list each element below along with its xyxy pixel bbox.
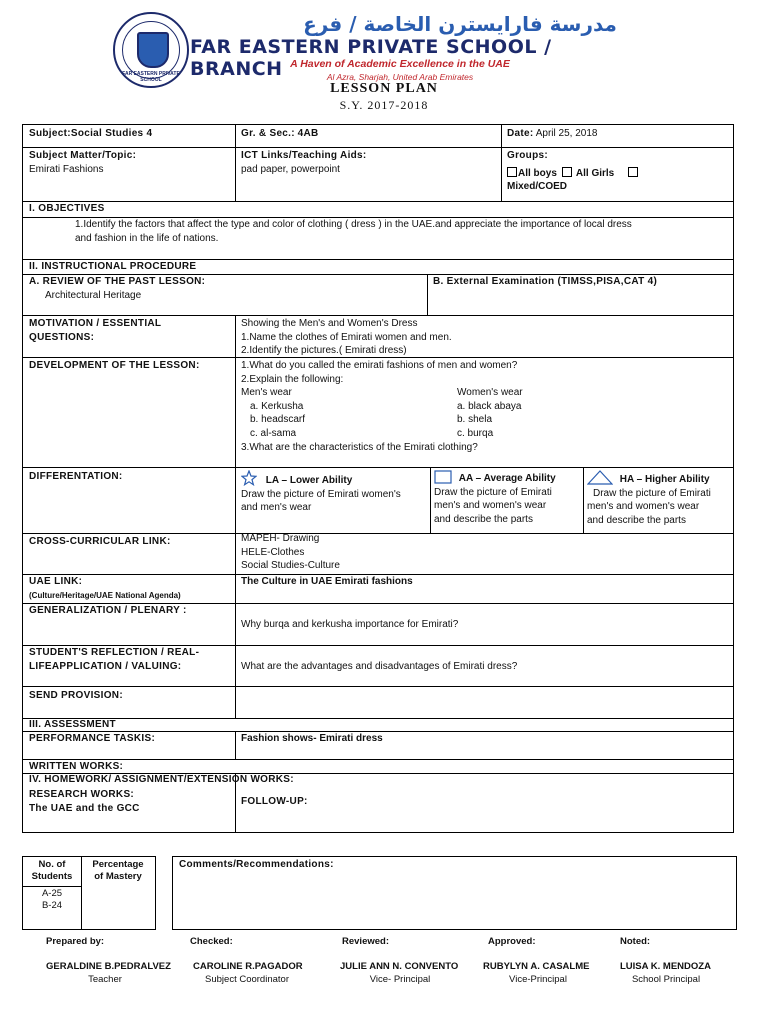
ha-text: and describe the parts <box>587 514 686 526</box>
teacher-role: Teacher <box>88 974 122 985</box>
homework-heading: IV. HOMEWORK/ ASSIGNMENT/EXTENSION WORKS: <box>29 774 294 785</box>
school-name-arabic: مدرسة فارايسترن الخاصة / فرع <box>303 12 617 36</box>
procedure-heading: II. INSTRUCTIONAL PROCEDURE <box>29 261 197 272</box>
research-value: The UAE and the GCC <box>29 802 140 814</box>
school-logo <box>113 12 189 88</box>
performance-value: Fashion shows- Emirati dress <box>241 733 383 744</box>
aa-text: men's and women's wear <box>434 500 547 511</box>
star-icon <box>241 470 257 486</box>
mastery-col-header: Students <box>31 871 73 882</box>
aa-text: and describe the parts <box>434 513 533 525</box>
comments-box <box>172 856 737 930</box>
grade-value: 4AB <box>297 128 319 139</box>
development-question-3: 3.What are the characteristics of the Emirati clothing? <box>241 442 478 453</box>
mastery-row: B-24 <box>41 900 63 911</box>
all-girls-label: All Girls <box>575 167 615 179</box>
uae-link-label: UAE LINK: <box>29 576 83 587</box>
comments-label: Comments/Recommendations: <box>179 859 334 870</box>
generalization-value: Why burqa and kerkusha importance for Emirati? <box>241 619 459 630</box>
school-tagline: A Haven of Academic Excellence in the UAE <box>290 58 510 70</box>
groups-label: Groups: <box>507 150 548 161</box>
vice-principal-role: Vice- Principal <box>369 974 431 985</box>
development-question-1: 1.What do you called the emirati fashions of men and women? <box>241 360 518 371</box>
mastery-col-header: No. of <box>38 859 66 870</box>
external-exam-label: B. External Examination (TIMSS,PISA,CAT 4) <box>433 276 658 287</box>
all-boys-label: All boys <box>518 167 557 179</box>
school-address: Al Azra, Sharjah, United Arab Emirates <box>326 72 474 82</box>
review-label: A. REVIEW OF THE PAST LESSON: <box>29 276 206 287</box>
motivation-label: MOTIVATION / ESSENTIAL <box>29 318 162 329</box>
approved-heading: Approved: <box>488 936 536 947</box>
reviewed-heading: Reviewed: <box>342 936 389 947</box>
cross-curricular-item: Social Studies-Culture <box>241 560 340 571</box>
follow-up-label: FOLLOW-UP: <box>241 796 308 807</box>
coordinator-name: CAROLINE R.PAGADOR <box>193 961 303 972</box>
womens-wear-item: a. black abaya <box>457 400 522 412</box>
mixed-label: Mixed/COED <box>507 181 568 192</box>
review-value: Architectural Heritage <box>45 289 142 301</box>
vice-principal-name: JULIE ANN N. CONVENTO <box>340 961 459 972</box>
document-title: LESSON PLAN <box>330 81 438 96</box>
date-label: Date: <box>507 128 534 139</box>
lesson-plan-table <box>22 124 734 833</box>
aa-label: AA – Average Ability <box>458 473 556 484</box>
principal-name: LUISA K. MENDOZA <box>620 961 711 972</box>
generalization-label: GENERALIZATION / PLENARY : <box>29 605 187 616</box>
ha-label: HA – Higher Ability <box>619 474 710 485</box>
uae-link-value: The Culture in UAE Emirati fashions <box>241 576 413 587</box>
mastery-col-header: of Mastery <box>94 871 142 882</box>
mixed-checkbox[interactable] <box>628 167 638 177</box>
grade-label: Gr. & Sec.: <box>241 128 295 139</box>
subject-label: Subject: <box>29 128 71 139</box>
coordinator-role: Subject Coordinator <box>205 974 289 985</box>
objective-line-1: 1.Identify the factors that affect the type and color of clothing ( dress ) in the UAE.and appreciate the importance of local dress <box>75 219 632 230</box>
la-text: Draw the picture of Emirati women's <box>241 488 401 500</box>
la-text: and men's wear <box>241 502 312 513</box>
subject-value: Social Studies 4 <box>70 128 153 139</box>
mastery-row: A-25 <box>41 888 63 899</box>
womens-wear-item: b. shela <box>457 414 493 425</box>
noted-heading: Noted: <box>620 936 651 947</box>
performance-label: PERFORMANCE TASKIS: <box>29 733 156 744</box>
la-label: LA – Lower Ability <box>265 475 353 486</box>
motivation-label-2: QUESTIONS: <box>29 331 95 343</box>
topic-label: Subject Matter/Topic: <box>29 150 137 161</box>
all-boys-checkbox[interactable] <box>507 167 517 177</box>
research-label: RESEARCH WORKS: <box>29 789 135 800</box>
principal-role: School Principal <box>631 974 701 985</box>
seal-text: FAR EASTERN PRIVATE SCHOOL <box>122 71 180 83</box>
ha-text: men's and women's wear <box>587 501 700 512</box>
mastery-table <box>22 856 156 930</box>
vice-principal-role: Vice-Principal <box>509 974 567 985</box>
ha-text: Draw the picture of Emirati <box>593 487 711 499</box>
differentiation-label: DIFFERENTATION: <box>29 471 123 482</box>
objective-line-2: and fashion in the life of nations. <box>75 233 219 244</box>
mens-wear-label: Men's wear <box>241 387 292 398</box>
womens-wear-label: Women's wear <box>457 387 523 398</box>
womens-wear-item: c. burqa <box>457 427 494 439</box>
topic-value: Emirati Fashions <box>29 163 104 175</box>
reflection-value: What are the advantages and disadvantages of Emirati dress? <box>241 661 518 672</box>
assessment-heading: III. ASSESSMENT <box>29 719 116 730</box>
all-girls-checkbox[interactable] <box>562 167 572 177</box>
uae-link-sub: (Culture/Heritage/UAE National Agenda) <box>29 590 181 600</box>
ict-value: pad paper, powerpoint <box>241 163 340 175</box>
school-year: S.Y. 2017-2018 <box>339 98 429 112</box>
ict-label: ICT Links/Teaching Aids: <box>241 150 367 161</box>
reflection-label: STUDENT'S REFLECTION / REAL- <box>29 647 200 658</box>
cross-curricular-label: CROSS-CURRICULAR LINK: <box>29 536 171 547</box>
cross-curricular-item: HELE-Clothes <box>241 546 305 558</box>
aa-text: Draw the picture of Emirati <box>434 486 552 498</box>
motivation-line: 1.Name the clothes of Emirati women and men. <box>241 331 452 343</box>
mens-wear-item: c. al-sama <box>250 427 297 439</box>
date-value: April 25, 2018 <box>535 128 598 139</box>
vice-principal-name: RUBYLYN A. CASALME <box>483 961 590 972</box>
objectives-heading: I. OBJECTIVES <box>29 203 105 214</box>
cross-curricular-item: MAPEH- Drawing <box>241 533 320 544</box>
development-question-2: 2.Explain the following: <box>241 373 344 385</box>
mastery-col-header: Percentage <box>92 859 144 870</box>
teacher-name: GERALDINE B.PEDRALVEZ <box>46 961 171 972</box>
square-icon <box>434 470 452 484</box>
motivation-line: 2.Identify the pictures.( Emirati dress) <box>241 345 407 356</box>
checked-heading: Checked: <box>190 936 233 947</box>
mens-wear-item: a. Kerkusha <box>250 400 304 412</box>
prepared-by-heading: Prepared by: <box>46 936 105 947</box>
motivation-line: Showing the Men's and Women's Dress <box>241 318 418 329</box>
written-works-label: WRITTEN WORKS: <box>29 761 124 772</box>
send-provision-label: SEND PROVISION: <box>29 690 123 701</box>
reflection-label-2: LIFEAPPLICATION / VALUING: <box>29 660 182 672</box>
development-label: DEVELOPMENT OF THE LESSON: <box>29 360 200 371</box>
mens-wear-item: b. headscarf <box>250 414 306 425</box>
triangle-icon <box>587 470 613 485</box>
school-name: FAR EASTERN PRIVATE SCHOOL / BRANCH <box>190 36 552 80</box>
